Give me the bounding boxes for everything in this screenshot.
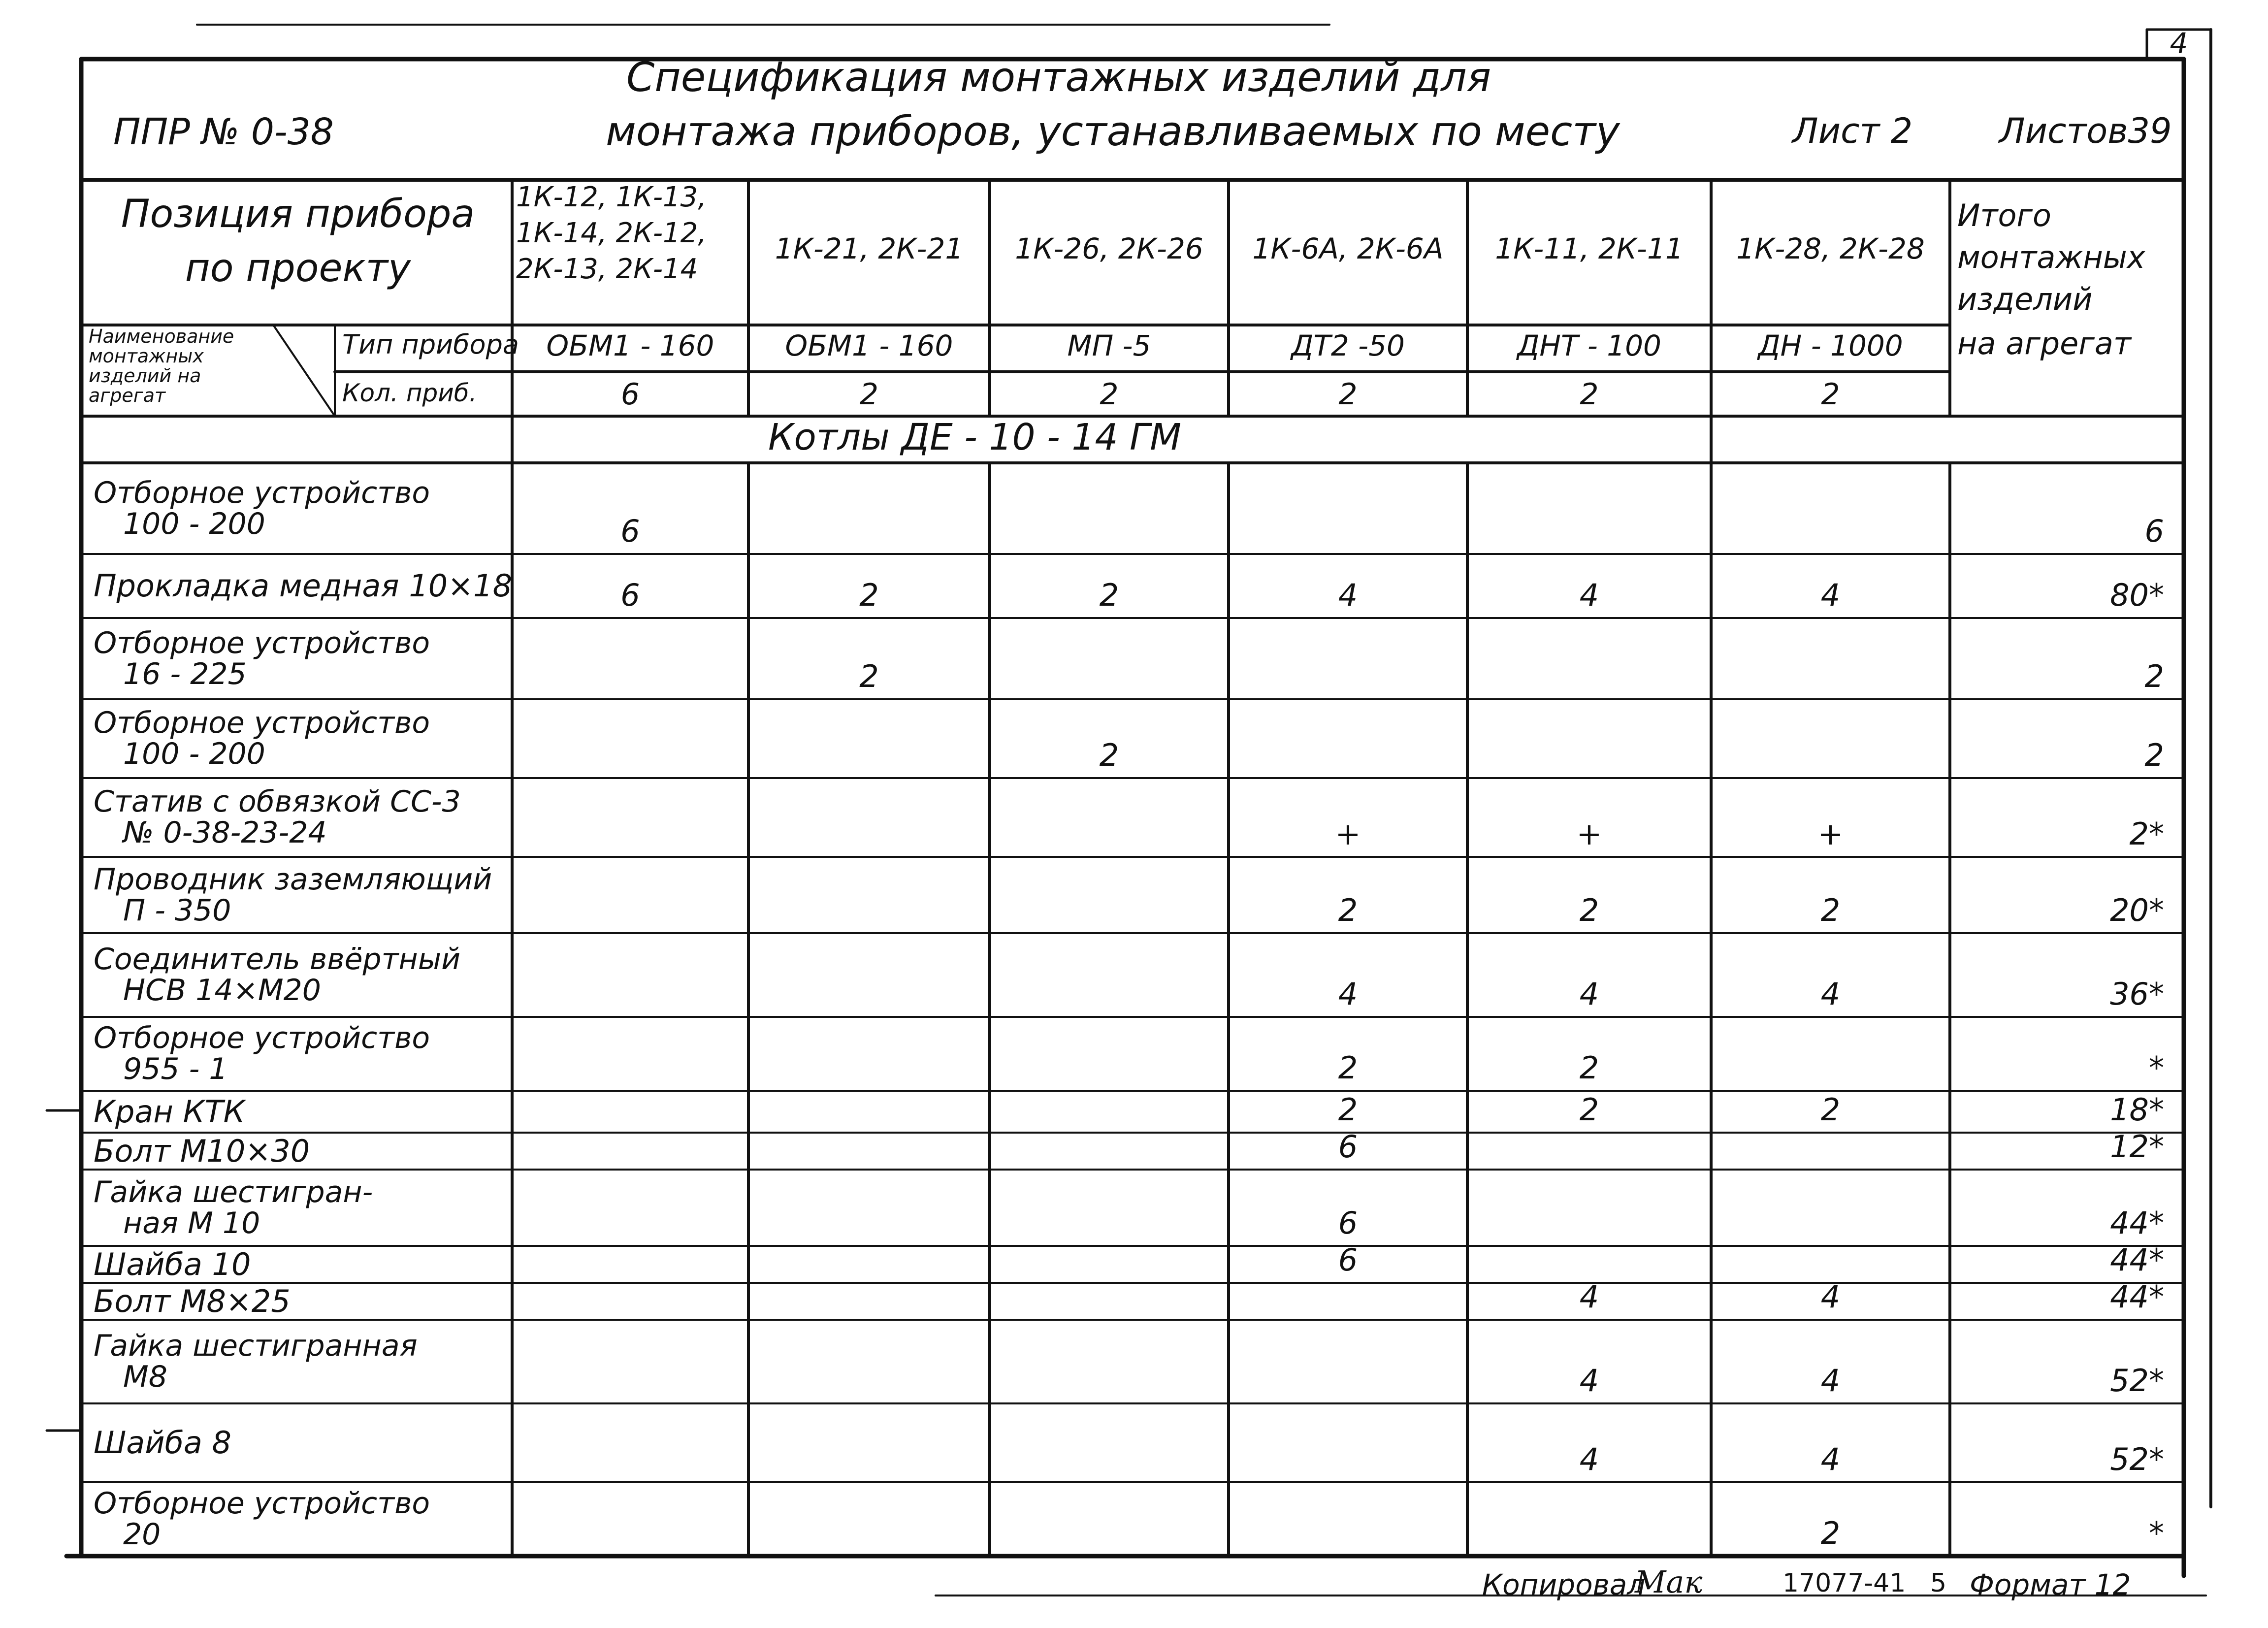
column-3-count: 2 — [1100, 377, 1119, 412]
item-qty-cell: + — [1576, 815, 1602, 852]
item-total-cell: 44* — [2110, 1278, 2164, 1315]
item-qty-cell: 4 — [1820, 1441, 1841, 1477]
section-title: Котлы ДЕ - 10 - 14 ГМ — [768, 416, 1182, 458]
column-3-position: 1К-26, 2К-26 — [1015, 232, 1203, 265]
item-qty-cell: 4 — [1338, 976, 1358, 1012]
copyist-signature: Мак — [1635, 1564, 1703, 1600]
diag-text-1: Наименование — [89, 326, 234, 347]
item-name-line: Гайка шестигранная — [94, 1329, 418, 1363]
item-qty-cell: 4 — [1579, 976, 1599, 1012]
item-qty-cell: 6 — [1338, 1205, 1358, 1241]
item-name-line: 100 - 200 — [123, 506, 265, 541]
item-total-cell: 52* — [2110, 1441, 2164, 1477]
item-qty-cell: 2 — [859, 658, 879, 694]
total-header-line-2: монтажных — [1957, 239, 2145, 275]
item-name-line: М8 — [123, 1360, 167, 1394]
item-qty-cell: 4 — [1338, 577, 1358, 613]
item-qty-cell: 6 — [620, 577, 640, 613]
item-name-line: Болт М10×30 — [94, 1133, 310, 1169]
item-total-cell: 36* — [2110, 976, 2164, 1012]
format-label: Формат 12 — [1970, 1568, 2131, 1601]
position-title-line-2: по проекту — [185, 246, 411, 291]
total-header-line-1: Итого — [1957, 197, 2051, 233]
count-label: Кол. приб. — [342, 379, 477, 407]
item-name-line: Шайба 8 — [94, 1425, 231, 1461]
page-number: 4 — [2170, 27, 2188, 60]
item-name-line: Соединитель ввёртный — [94, 942, 461, 977]
item-qty-cell: 2 — [1820, 1091, 1841, 1128]
item-name-line: Отборное устройство — [94, 1021, 430, 1055]
column-5-type: ДНТ - 100 — [1517, 329, 1661, 362]
item-name-line: Гайка шестигран- — [94, 1174, 373, 1209]
item-total-cell: 44* — [2110, 1205, 2164, 1241]
diag-text-4: агрегат — [89, 385, 166, 406]
column-1-type: ОБМ1 - 160 — [546, 329, 714, 362]
item-total-cell: * — [2149, 1515, 2164, 1551]
title-line-2: монтажа приборов, устанавливаемых по месту — [606, 108, 1620, 155]
item-qty-cell: 4 — [1820, 976, 1841, 1012]
item-qty-cell: 2 — [1579, 1049, 1599, 1086]
item-qty-cell: 2 — [859, 577, 879, 613]
item-name-line: П - 350 — [123, 893, 231, 928]
item-total-cell: 2 — [2144, 737, 2164, 773]
item-name-line: Проводник заземляющий — [94, 862, 492, 897]
item-qty-cell: + — [1817, 815, 1844, 852]
item-name-line: Болт М8×25 — [94, 1283, 291, 1319]
column-6-type: ДН - 1000 — [1758, 329, 1903, 362]
item-total-cell: 18* — [2110, 1091, 2164, 1128]
column-1-position-line-2: 1К-14, 2К-12, — [516, 217, 707, 249]
column-1-count: 6 — [620, 377, 640, 412]
footer-page: 5 — [1930, 1568, 1947, 1598]
total-header-line-3: изделий — [1957, 281, 2093, 317]
column-4-type: ДТ2 -50 — [1291, 329, 1405, 362]
column-2-position: 1К-21, 2К-21 — [775, 232, 964, 265]
document-number: 17077-41 — [1782, 1568, 1906, 1598]
item-name-line: № 0-38-23-24 — [123, 815, 327, 850]
item-name-line: Шайба 10 — [94, 1246, 251, 1282]
item-qty-cell: 2 — [1579, 892, 1599, 928]
item-qty-cell: 2 — [1820, 1515, 1841, 1551]
item-name-line: Статив с обвязкой СС-3 — [94, 784, 461, 819]
item-name-line: Отборное устройство — [94, 625, 430, 660]
item-qty-cell: 2 — [1338, 1049, 1358, 1086]
item-qty-cell: 2 — [1338, 892, 1358, 928]
item-name-line: ная М 10 — [123, 1205, 260, 1240]
item-qty-cell: 4 — [1820, 577, 1841, 613]
item-total-cell: 6 — [2144, 513, 2164, 549]
type-label: Тип прибора — [342, 329, 519, 360]
item-qty-cell: + — [1335, 815, 1361, 852]
column-2-count: 2 — [859, 377, 879, 412]
item-total-cell: 52* — [2110, 1362, 2164, 1399]
item-qty-cell: 6 — [1338, 1241, 1358, 1278]
column-1-position-line-1: 1К-12, 1К-13, — [516, 181, 707, 213]
column-6-count: 2 — [1821, 377, 1840, 412]
ppr-number: ППР № 0-38 — [113, 111, 334, 153]
diag-text-3: изделий на — [89, 365, 201, 387]
item-total-cell: 2* — [2129, 815, 2164, 852]
position-title-line-1: Позиция прибора — [121, 192, 475, 236]
item-total-cell: 20* — [2110, 892, 2164, 928]
item-qty-cell: 2 — [1099, 737, 1119, 773]
sheets-total-label: Листов39 — [1999, 111, 2172, 151]
item-name-line: 955 - 1 — [123, 1052, 228, 1086]
copied-label: Копировал — [1482, 1568, 1646, 1601]
item-qty-cell: 2 — [1338, 1091, 1358, 1128]
item-qty-cell: 4 — [1579, 577, 1599, 613]
item-qty-cell: 6 — [1338, 1128, 1358, 1165]
column-6-position: 1К-28, 2К-28 — [1736, 232, 1925, 265]
item-total-cell: 80* — [2110, 577, 2164, 613]
column-3-type: МП -5 — [1067, 329, 1151, 362]
item-total-cell: 44* — [2110, 1241, 2164, 1278]
column-4-count: 2 — [1338, 377, 1358, 412]
title-line-1: Спецификация монтажных изделий для — [626, 54, 1491, 101]
item-name-line: Отборное устройство — [94, 475, 430, 510]
item-total-cell: 12* — [2110, 1128, 2164, 1165]
item-name-line: 20 — [123, 1517, 161, 1552]
total-header-line-4: на агрегат — [1957, 326, 2131, 361]
item-qty-cell: 4 — [1579, 1441, 1599, 1477]
column-5-position: 1К-11, 2К-11 — [1495, 232, 1684, 265]
column-2-type: ОБМ1 - 160 — [785, 329, 953, 362]
item-name-line: 100 - 200 — [123, 737, 265, 771]
item-name-line: 16 - 225 — [123, 656, 247, 691]
item-name-line: НСВ 14×М20 — [123, 973, 321, 1008]
item-qty-cell: 2 — [1579, 1091, 1599, 1128]
item-total-cell: * — [2149, 1049, 2164, 1086]
item-qty-cell: 4 — [1579, 1362, 1599, 1399]
column-4-position: 1К-6А, 2К-6А — [1252, 232, 1444, 265]
item-qty-cell: 6 — [620, 513, 640, 549]
column-1-position-line-3: 2К-13, 2К-14 — [516, 253, 698, 285]
item-qty-cell: 2 — [1820, 892, 1841, 928]
sheet-label: Лист 2 — [1792, 111, 1913, 151]
item-name-line: Прокладка медная 10×18 — [94, 568, 513, 604]
item-qty-cell: 2 — [1099, 577, 1119, 613]
item-name-line: Отборное устройство — [94, 706, 430, 740]
item-qty-cell: 4 — [1820, 1362, 1841, 1399]
column-5-count: 2 — [1580, 377, 1599, 412]
item-qty-cell: 4 — [1820, 1278, 1841, 1315]
item-name-line: Кран КТК — [94, 1093, 245, 1130]
diag-text-2: монтажных — [89, 345, 204, 367]
item-qty-cell: 4 — [1579, 1278, 1599, 1315]
item-total-cell: 2 — [2144, 658, 2164, 694]
item-name-line: Отборное устройство — [94, 1486, 430, 1521]
